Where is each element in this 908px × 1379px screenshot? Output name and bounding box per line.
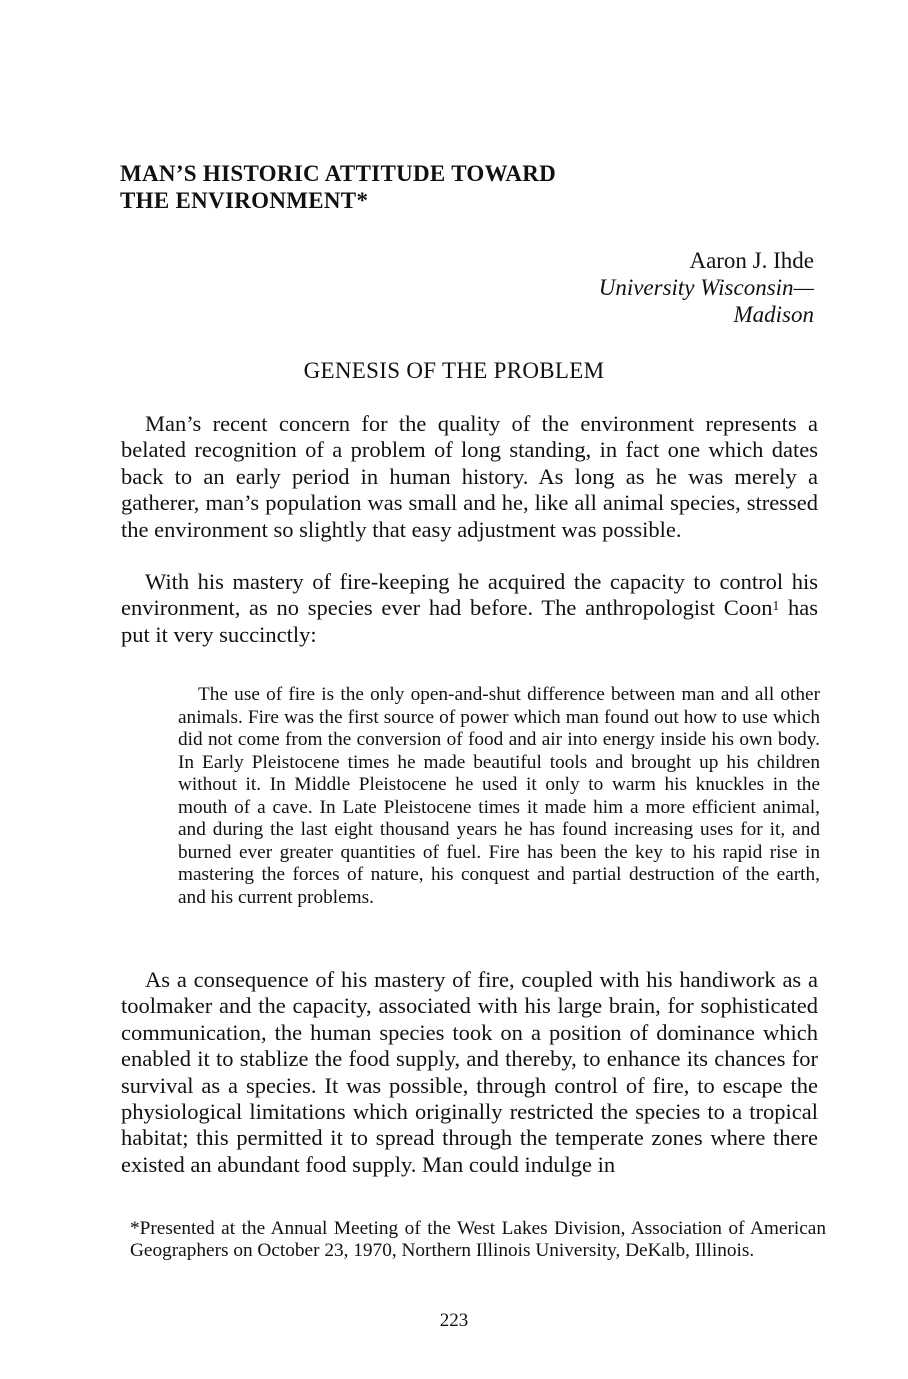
footnote	[130, 1218, 826, 1263]
article-title	[120, 160, 680, 214]
body-paragraph-1: Man’s recent concern for the quality of the environment represents a belated recognition of a problem of long standing, in fact one which dates back to an early period in human history. As long as he was merely a gatherer, man’s population was small and he, like all animal species, stressed the environment so slightly that easy adjustment was possible.	[121, 411, 818, 542]
author-block	[599, 247, 814, 328]
body-paragraph-1-container	[121, 411, 818, 543]
page-number: 223	[439, 1310, 469, 1331]
block-quote-text: The use of fire is the only open-and-shut difference between man and all other animals. Fire was the first source of power which man found out how to use which did not come from the conversion of food and air into energy inside his own body. In Early Pleistocene times he made beautiful tools and brought up his children without it. In Middle Pleistocene he used it only to warm his knuckles in the mouth of a cave. In Late Pleistocene times it made him a more efficient animal, and during the last eight thousand years he has found increasing uses for it, and burned ever greater quantities of fuel. Fire has been the key to his rapid rise in mastering the forces of nature, his conquest and partial destruction of the earth, and his current problems.	[178, 684, 820, 908]
author-affiliation-line-1: University Wisconsin—	[598, 275, 814, 300]
body-paragraph-2-text-b: has put it very succinctly:	[121, 595, 818, 647]
body-paragraph-2	[121, 569, 818, 648]
body-paragraph-3: As a consequence of his mastery of fire, coupled with his handiwork as a toolmaker and the capacity, associated with his large brain, for sophisticated communication, the human species took on a position of dominance which enabled it to stablize the food supply, and thereby, to enhance its chances for survival as a species. It was possible, through control of fire, to escape the physiological limitations which originally restricted the species to a tropical habitat; this permitted it to spread through the temperate zones where there existed an abundant food supply. Man could indulge in	[121, 967, 818, 1177]
author-affiliation-line-2: Madison	[733, 302, 814, 327]
section-heading: GENESIS OF THE PROBLEM	[303, 358, 605, 383]
author-name: Aaron J. Ihde	[689, 248, 814, 273]
footnote-text: *Presented at the Annual Meeting of the West Lakes Division, Association of American Geographers on October 23, 1970, Northern Illinois University, DeKalb, Illinois.	[130, 1218, 826, 1262]
article-title-line-1: MAN’S HISTORIC ATTITUDE TOWARD	[120, 161, 557, 186]
block-quote	[178, 684, 820, 909]
article-title-line-2: THE ENVIRONMENT*	[120, 188, 369, 213]
footnote-reference-1: 1	[772, 598, 780, 614]
body-paragraph-2-container	[121, 569, 818, 648]
body-paragraph-3-container	[121, 967, 818, 1178]
body-paragraph-2-text-a: With his mastery of fire-keeping he acquired the capacity to control his environment, as no species ever had before. The anthropologist Coon	[121, 569, 818, 621]
